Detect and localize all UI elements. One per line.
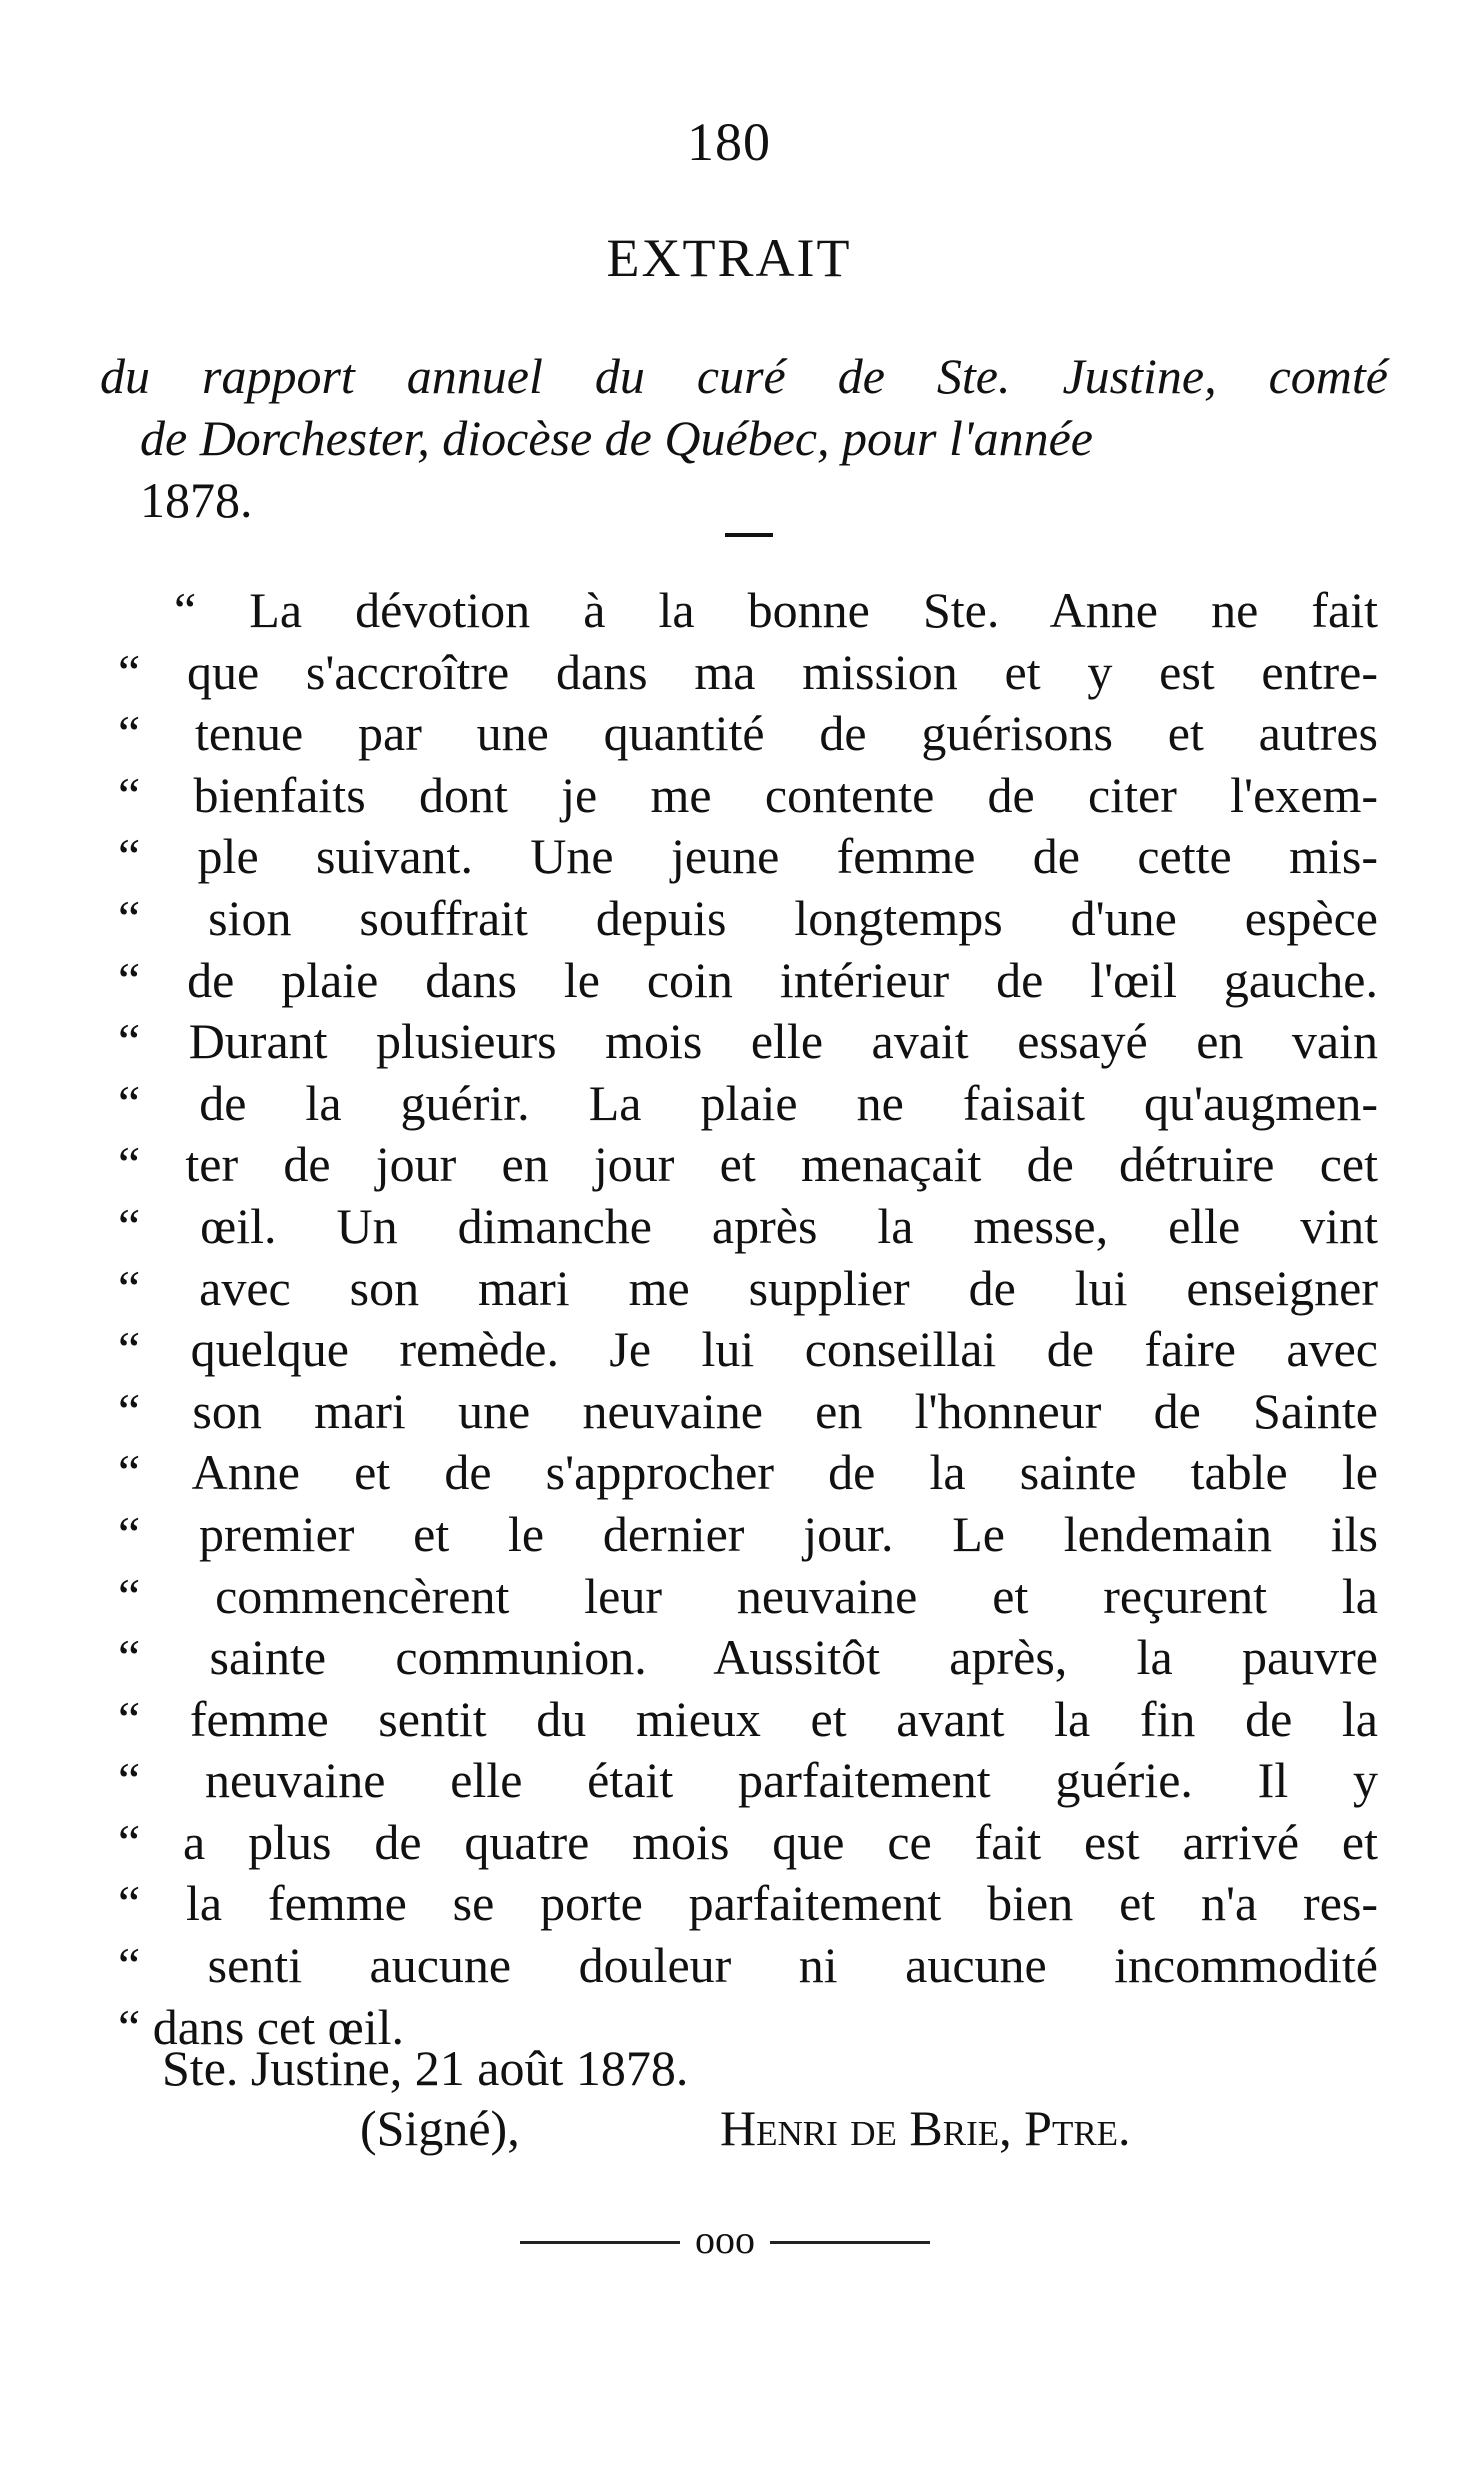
body-line: “ dans cet œil. [118,1998,405,2055]
ornament-mark: ooo [695,2217,755,2262]
ornament-rule-right [770,2241,930,2244]
author-name: Henri de Brie, Ptre. [720,2100,1131,2156]
body-line: “ son mari une neuvaine en l'honneur de Sainte [118,1382,1378,1439]
body-line: “ la femme se porte parfaitement bien et n'a res- [118,1875,1378,1932]
body-line: “ femme sentit du mieux et avant la fin de la [118,1690,1378,1747]
body-line: “ tenue par une quantité de guérisons et autres [118,705,1378,762]
page-heading: EXTRAIT [606,228,852,288]
body-line: “ de plaie dans le coin intérieur de l'œil gauche. [118,951,1378,1008]
body-line: “ avec son mari me supplier de lui enseigner [118,1259,1378,1316]
body-line: “ Anne et de s'approcher de la sainte table le [118,1444,1378,1501]
body-line: “ ple suivant. Une jeune femme de cette mis- [118,828,1378,885]
subtitle-line: de Dorchester, diocèse de Québec, pour l'année [140,410,1093,466]
page-number: 180 [687,112,771,172]
body-line: “ sion souffrait depuis longtemps d'une espèce [118,889,1378,946]
body-line: “ commencèrent leur neuvaine et reçurent la [118,1567,1378,1624]
report-quotation [118,580,1378,2058]
body-line: “ ter de jour en jour et menaçait de détruire cet [118,1136,1378,1193]
dateline: Ste. Justine, 21 août 1878. [162,2040,689,2096]
body-line: “ Durant plusieurs mois elle avait essayé en vain [118,1013,1378,1070]
body-line: “ bienfaits dont je me contente de citer l'exem- [118,766,1378,823]
closing-ornament [500,2216,960,2266]
signed-label: (Signé), [360,2100,520,2156]
body-line: “ senti aucune douleur ni aucune incommodité [118,1937,1378,1994]
body-line: “ a plus de quatre mois que ce fait est arrivé et [118,1813,1378,1870]
body-line: “ de la guérir. La plaie ne faisait qu'augmen- [118,1074,1378,1131]
report-subtitle [100,345,1388,531]
ornament-rule-left [520,2241,680,2244]
body-line: “ La dévotion à la bonne Ste. Anne ne fait [174,582,1378,638]
subtitle-line: du rapport annuel du curé de Ste. Justine, comté [100,348,1388,404]
body-line: “ que s'accroître dans ma mission et y est entre- [118,643,1378,700]
section-divider [725,533,773,537]
body-line: “ quelque remède. Je lui conseillai de faire avec [118,1321,1378,1378]
subtitle-line: 1878. [140,472,253,528]
body-line: “ sainte communion. Aussitôt après, la pauvre [118,1629,1378,1686]
body-line: “ œil. Un dimanche après la messe, elle vint [118,1197,1378,1254]
body-line: “ premier et le dernier jour. Le lendemain ils [118,1505,1378,1562]
body-line: “ neuvaine elle était parfaitement guérie. Il y [118,1752,1378,1809]
